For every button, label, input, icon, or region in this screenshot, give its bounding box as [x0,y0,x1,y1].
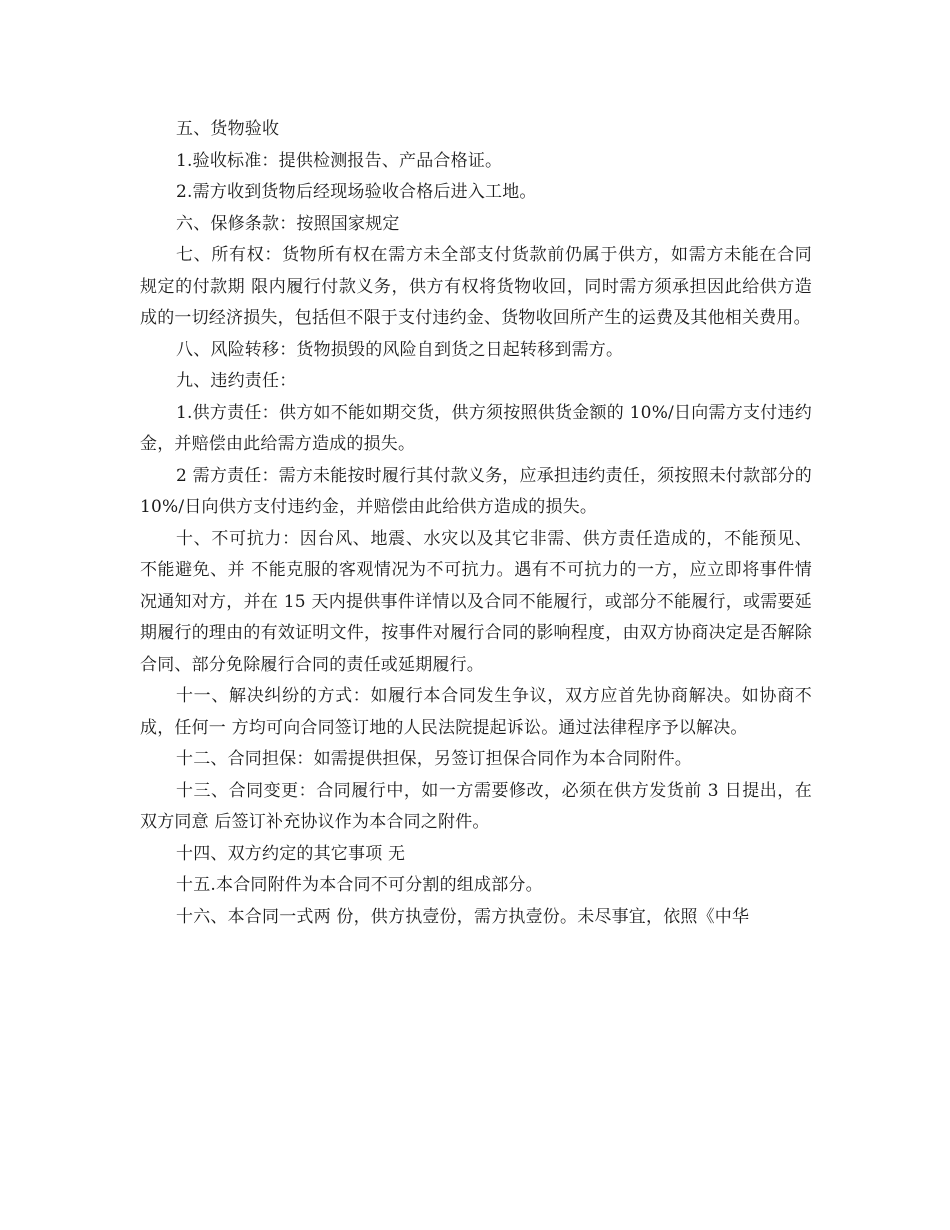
copies-clause: 十六、本合同一式两 份，供方执壹份，需方执壹份。未尽事宜，依照《中华 [176,906,750,927]
section-heading-goods-acceptance: 五、货物验收 [176,119,280,139]
ownership-clause: 七、所有权：货物所有权在需方未全部支付货款前仍属于供方，如需方未能在合同规定的付款期 限内履行付款义务，供方有权将货物收回，同时需方须承担因此给供方造成的一切经济损失，包括但不限于支付违约金、货物收回所产生的运费及其他相关费用。 [140,245,812,328]
supplier-liability-clause: 1.供方责任：供方如不能如期交货，供方须按照供货金额的 10%/日向需方支付违约金，并赔偿由此给需方造成的损失。 [140,402,812,454]
onsite-acceptance-clause: 2.需方收到货物后经现场验收合格后进入工地。 [176,182,537,202]
force-majeure-clause: 十、不可抗力：因台风、地震、水灾以及其它非需、供方责任造成的，不能预见、不能避免、并 不能克服的客观情况为不可抗力。遇有不可抗力的一方，应立即将事件情况通知对方，并在 15 天内提供事件详情以及合同不能履行，或部分不能履行，或需要延期履行的理由的有效证明文件，按事件对履行合同的影响程度，由双方协商决定是否解除合同、部分免除履行合同的责任或延期履行。 [140,528,812,675]
risk-transfer-clause: 八、风险转移：货物损毁的风险自到货之日起转移到需方。 [176,339,624,360]
contract-guarantee-clause: 十二、合同担保：如需提供担保，另签订担保合同作为本合同附件。 [176,749,692,769]
contract-body [140,114,812,933]
warranty-clause: 六、保修条款：按照国家规定 [176,213,400,234]
dispute-resolution-clause: 十一、解决纠纷的方式：如履行本合同发生争议，双方应首先协商解决。如协商不成，任何一 方均可向合同签订地的人民法院提起诉讼。通过法律程序予以解决。 [140,686,812,738]
buyer-liability-clause: 2 需方责任：需方未能按时履行其付款义务，应承担违约责任，须按照未付款部分的 10%/日向供方支付违约金，并赔偿由此给供方造成的损失。 [140,465,812,517]
attachments-clause: 十五.本合同附件为本合同不可分割的组成部分。 [176,875,543,895]
section-heading-breach-liability: 九、违约责任： [176,371,297,391]
contract-amendment-clause: 十三、合同变更：合同履行中，如一方需要修改，必须在供方发货前 3 日提出，在双方同意 后签订补充协议作为本合同之附件。 [140,780,812,832]
other-matters-clause: 十四、双方约定的其它事项 无 [176,843,406,864]
acceptance-standard-clause: 1.验收标准：提供检测报告、产品合格证。 [176,150,503,171]
